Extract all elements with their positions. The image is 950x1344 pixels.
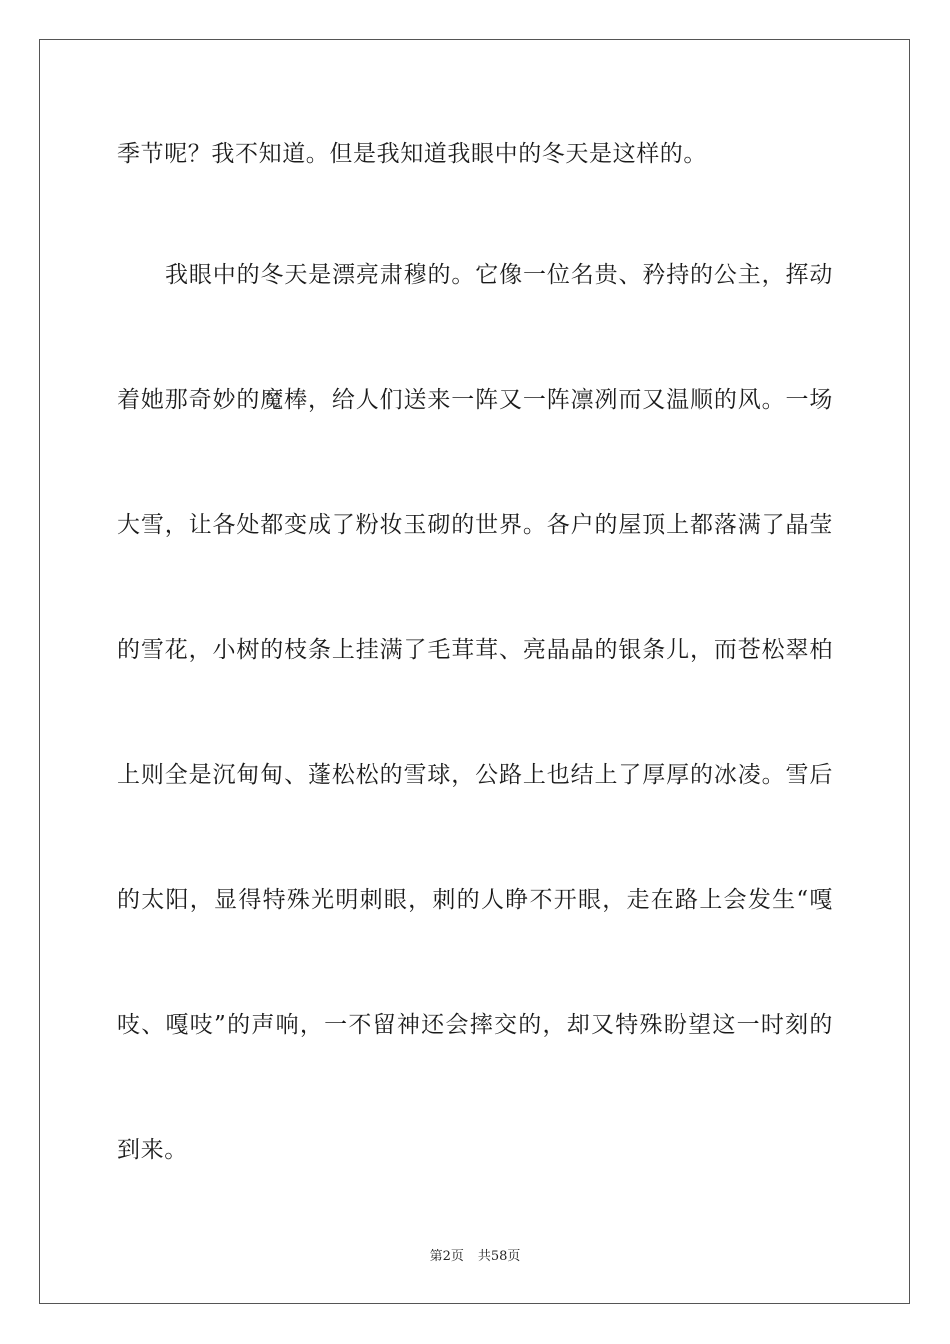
paragraph-line: 的雪花，小树的枝条上挂满了毛茸茸、亮晶晶的银条儿，而苍松翠柏: [117, 637, 833, 663]
paragraph-line: 吱、嘎吱”的声响，一不留神还会摔交的，却又特殊盼望这一时刻的: [117, 1012, 833, 1038]
page-border: [39, 39, 910, 1304]
page-total: 共58页: [477, 1249, 521, 1264]
paragraph-line: 的太阳，显得特殊光明刺眼，刺的人睁不开眼，走在路上会发生“嘎: [117, 887, 833, 913]
paragraph-line: 到来。: [117, 1137, 188, 1163]
paragraph-line: 我眼中的冬天是漂亮肃穆的。它像一位名贵、矜持的公主，挥动: [165, 262, 833, 288]
paragraph-line: 上则全是沉甸甸、蓬松松的雪球，公路上也结上了厚厚的冰凌。雪后: [117, 762, 833, 788]
page-footer: [0, 1248, 950, 1266]
paragraph-line: 大雪，让各处都变成了粉妆玉砌的世界。各户的屋顶上都落满了晶莹: [117, 512, 833, 538]
page-number: 第2页: [429, 1249, 464, 1264]
paragraph-line: 着她那奇妙的魔棒，给人们送来一阵又一阵凛冽而又温顺的风。一场: [117, 387, 833, 413]
paragraph-line: 季节呢？我不知道。但是我知道我眼中的冬天是这样的。: [117, 141, 707, 167]
